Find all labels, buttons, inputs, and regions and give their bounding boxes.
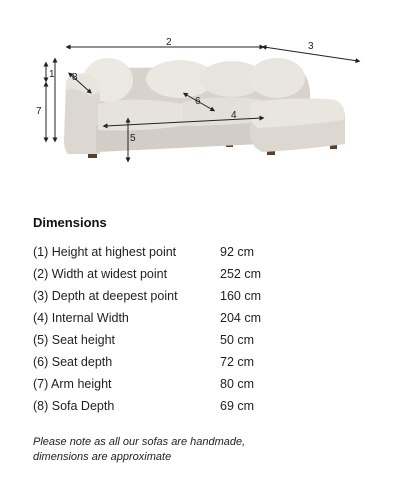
note-line: Please note as all our sofas are handmade, [33, 436, 246, 448]
handmade-note [33, 435, 333, 465]
dimension-label: (1) Height at highest point [33, 245, 177, 259]
dimensions-table [33, 244, 333, 420]
dimensions-heading: Dimensions [33, 215, 107, 230]
dimension-row [33, 398, 333, 420]
dimension-marker-5: 5 [130, 133, 136, 144]
dimension-value: 252 cm [220, 267, 261, 281]
dimension-marker-7: 7 [36, 106, 42, 117]
dimension-value: 204 cm [220, 311, 261, 325]
dimension-row [33, 310, 333, 332]
note-line: dimensions are approximate [33, 451, 172, 463]
dimension-row [33, 354, 333, 376]
dimension-row [33, 376, 333, 398]
dimension-label: (4) Internal Width [33, 311, 129, 325]
sofa-illustration [64, 58, 345, 158]
dimension-value: 50 cm [220, 333, 255, 347]
dimension-value: 69 cm [220, 399, 255, 413]
dimension-label: (7) Arm height [33, 377, 112, 391]
dimension-marker-1: 1 [49, 69, 55, 80]
dimension-row [33, 244, 333, 266]
dimension-row [33, 332, 333, 354]
dimension-label: (2) Width at widest point [33, 267, 168, 281]
dimension-marker-2: 2 [166, 37, 172, 48]
dimension-value: 92 cm [220, 245, 255, 259]
dimension-label: (5) Seat height [33, 333, 115, 347]
dimension-label: (3) Depth at deepest point [33, 289, 178, 303]
dimension-label: (8) Sofa Depth [33, 399, 115, 413]
dimension-marker-6: 6 [195, 96, 201, 107]
dimension-marker-8: 8 [72, 72, 78, 83]
dimension-row [33, 266, 333, 288]
dimension-row [33, 288, 333, 310]
dimension-value: 80 cm [220, 377, 255, 391]
dimension-label: (6) Seat depth [33, 355, 113, 369]
dimension-value: 160 cm [220, 289, 261, 303]
dimension-marker-3: 3 [308, 41, 314, 52]
dimension-value: 72 cm [220, 355, 255, 369]
dimension-marker-4: 4 [231, 110, 237, 121]
sofa-dimension-diagram [0, 0, 400, 200]
